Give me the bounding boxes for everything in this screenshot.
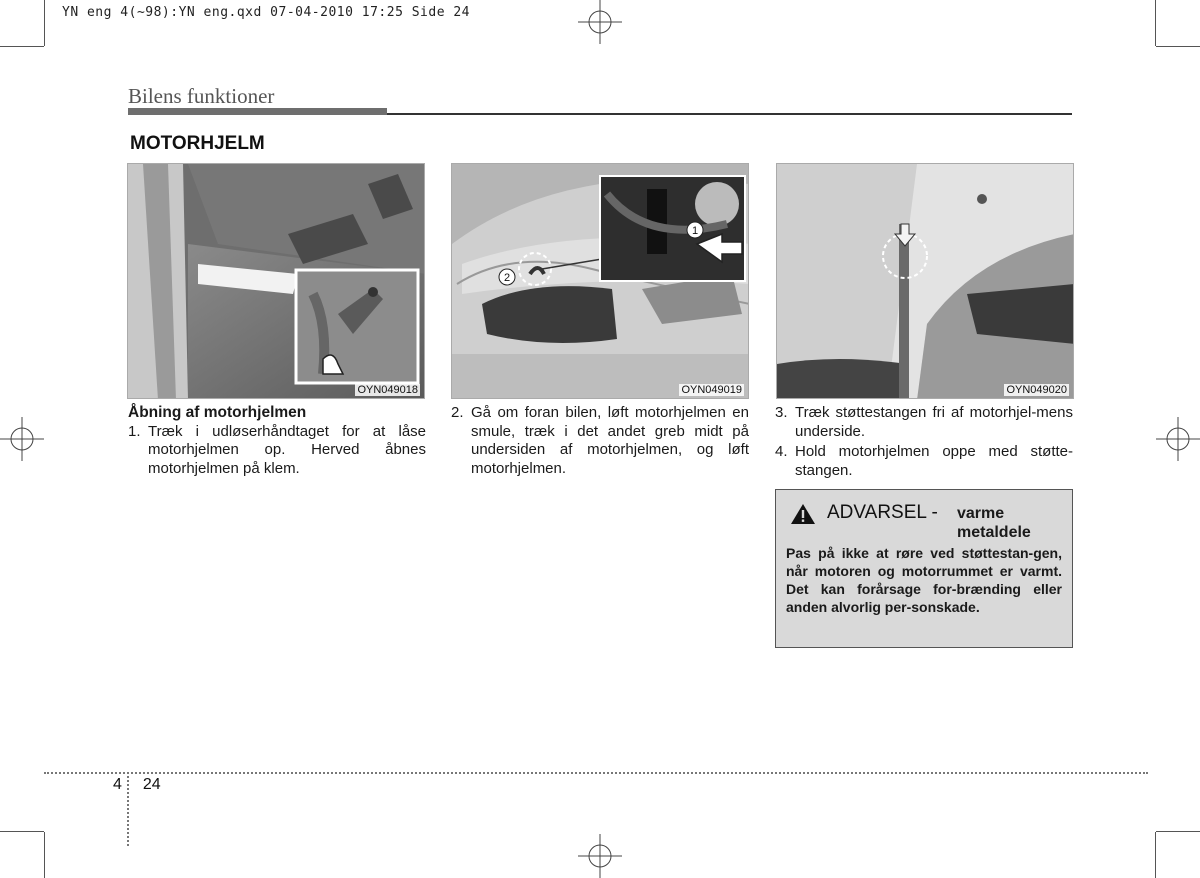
- crop-mark: [0, 46, 44, 47]
- crop-mark: [0, 831, 44, 832]
- warning-box: [775, 489, 1073, 648]
- warning-triangle-icon: [790, 503, 816, 525]
- registration-mark-icon: [0, 417, 44, 461]
- callout-2: 2: [503, 272, 511, 284]
- chapter-number: 4: [113, 776, 122, 793]
- column-1: [128, 404, 426, 478]
- print-slug: YN eng 4(~98):YN eng.qxd 07-04-2010 17:25 Side 24: [62, 5, 471, 20]
- callout-1: 1: [691, 225, 699, 237]
- step-number: 3.: [775, 404, 788, 421]
- crop-mark: [44, 0, 45, 46]
- step-item: [128, 423, 426, 479]
- crop-mark: [1156, 831, 1200, 832]
- registration-mark-icon: [1156, 417, 1200, 461]
- figure-secondary-latch: [451, 163, 749, 399]
- figure-code: OYN049018: [357, 384, 418, 396]
- page-number: [113, 776, 161, 794]
- warning-header: [786, 498, 1062, 542]
- step-number: 2.: [451, 404, 464, 421]
- column-3: [775, 404, 1073, 480]
- title-rule: [387, 113, 1072, 115]
- figure-code: OYN049019: [681, 384, 742, 396]
- footer-rule: [44, 772, 1148, 774]
- step-number: 4.: [775, 443, 788, 460]
- support-rod-illustration: [777, 164, 1074, 399]
- figure-hood-release-lever: [127, 163, 425, 399]
- column-2: [451, 404, 749, 478]
- step-item: [451, 404, 749, 478]
- crop-mark: [1155, 0, 1156, 46]
- crop-mark: [1156, 46, 1200, 47]
- title-bar: [128, 108, 387, 115]
- section-title: Bilens funktioner: [128, 84, 275, 108]
- figure-code: OYN049020: [1006, 384, 1067, 396]
- registration-mark-icon: [578, 834, 622, 878]
- step-text: Gå om foran bilen, løft motorhjelmen en smule, træk i det andet greb midt på undersiden af motorhjelmen, og løft motorhjelmen.: [471, 404, 749, 477]
- warning-title: ADVARSEL -: [827, 502, 938, 523]
- figure-support-rod: [776, 163, 1074, 399]
- step-text: Træk støttestangen fri af motorhjel-mens underside.: [795, 404, 1073, 440]
- subheading: Åbning af motorhjelmen: [128, 404, 307, 421]
- crop-mark: [1155, 832, 1156, 878]
- registration-mark-icon: [578, 0, 622, 44]
- step-number: 1.: [128, 422, 141, 440]
- page-heading: MOTORHJELM: [130, 133, 265, 154]
- crop-mark: [44, 832, 45, 878]
- page-number-value: 24: [142, 776, 161, 793]
- warning-subtitle: varme metaldele: [957, 505, 1031, 541]
- step-item: [775, 443, 1073, 480]
- secondary-latch-illustration: [452, 164, 749, 399]
- step-text: Træk i udløserhåndtaget for at låse motorhjelmen op. Herved åbnes motorhjelmen på klem.: [148, 422, 426, 477]
- step-text: Hold motorhjelmen oppe med støtte-stangen.: [795, 443, 1073, 479]
- step-item: [775, 404, 1073, 441]
- hood-release-illustration: [128, 164, 425, 399]
- footer-separator: [127, 776, 129, 846]
- warning-body: Pas på ikke at røre ved støttestan-gen, når motoren og motorrummet er varmt. Det kan forårsage for-brænding eller anden alvorlig per-sonskade.: [786, 545, 1062, 615]
